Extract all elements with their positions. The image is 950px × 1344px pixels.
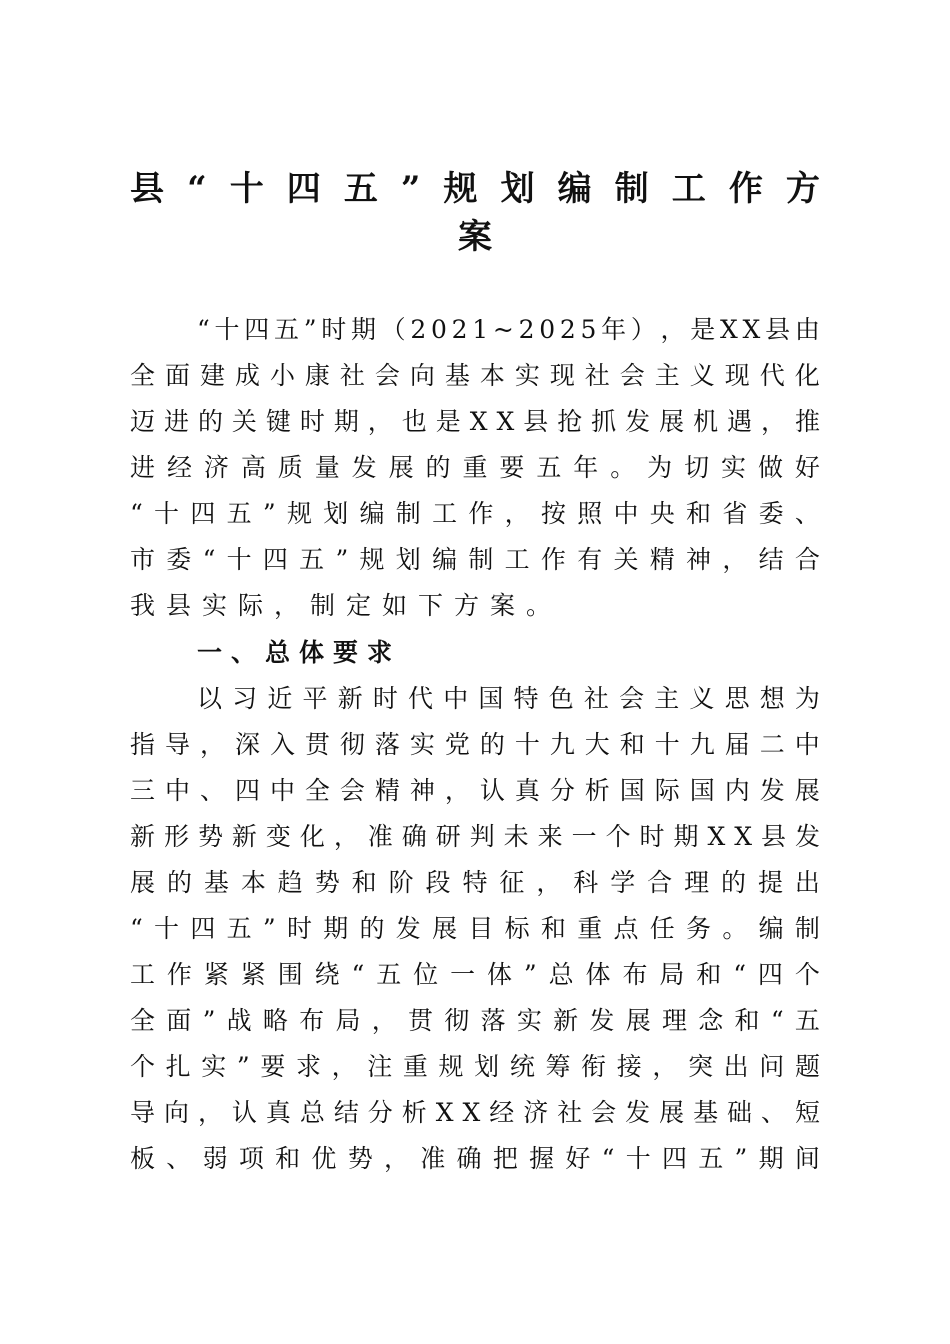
paragraph-1-line-3: 迈 进 的 关 键 时 期 ， 也 是 X X 县 抢 抓 发 展 机 遇 ， 推 (130, 407, 820, 436)
paragraph-2-line-2: 指 导 ， 深 入 贯 彻 落 实 党 的 十 九 大 和 十 九 届 二 中 (130, 730, 820, 759)
paragraph-2-line-6: “ 十 四 五 ” 时 期 的 发 展 目 标 和 重 点 任 务 。 编 制 (130, 914, 820, 943)
paragraph-2-line-8: 全 面 ” 战 略 布 局 ， 贯 彻 落 实 新 发 展 理 念 和 “ 五 (130, 1006, 820, 1035)
document-title-line-1: 县 “ 十 四 五 ” 规 划 编 制 工 作 方 (130, 169, 820, 209)
paragraph-2-line-1: 以 习 近 平 新 时 代 中 国 特 色 社 会 主 义 思 想 为 (197, 684, 820, 713)
paragraph-2-line-5: 展 的 基 本 趋 势 和 阶 段 特 征 ， 科 学 合 理 的 提 出 (130, 868, 820, 897)
paragraph-2-line-9: 个 扎 实 ” 要 求 ， 注 重 规 划 统 筹 衔 接 ， 突 出 问 题 (130, 1052, 820, 1081)
document-title-line-2: 案 (458, 217, 492, 257)
paragraph-2-line-11: 板 、 弱 项 和 优 势 ， 准 确 把 握 好 “ 十 四 五 ” 期 间 (130, 1144, 820, 1173)
paragraph-2-line-4: 新 形 势 新 变 化 ， 准 确 研 判 未 来 一 个 时 期 X X 县 发 (130, 822, 820, 851)
paragraph-1-line-1: “ 十 四 五 ” 时 期 （ 2 0 2 1 ~ 2 0 2 5 年 ） ， 是 X X 县 由 (197, 315, 820, 344)
section-heading-1: 一、总体要求 (197, 638, 402, 667)
paragraph-1-line-2: 全 面 建 成 小 康 社 会 向 基 本 实 现 社 会 主 义 现 代 化 (130, 361, 820, 390)
paragraph-2-line-7: 工 作 紧 紧 围 绕 “ 五 位 一 体 ” 总 体 布 局 和 “ 四 个 (130, 960, 820, 989)
paragraph-2-line-3: 三 中 、 四 中 全 会 精 神 ， 认 真 分 析 国 际 国 内 发 展 (130, 776, 820, 805)
paragraph-1-line-6: 市 委 “ 十 四 五 ” 规 划 编 制 工 作 有 关 精 神 ， 结 合 (130, 545, 820, 574)
paragraph-1-line-5: “ 十 四 五 ” 规 划 编 制 工 作 ， 按 照 中 央 和 省 委 、 (130, 499, 820, 528)
paragraph-2-line-10: 导 向 ， 认 真 总 结 分 析 X X 经 济 社 会 发 展 基 础 、 短 (130, 1098, 820, 1127)
paragraph-1-line-7: 我县实际，制定如下方案。 (130, 591, 563, 620)
paragraph-1-line-4: 进 经 济 高 质 量 发 展 的 重 要 五 年 。 为 切 实 做 好 (130, 453, 820, 482)
